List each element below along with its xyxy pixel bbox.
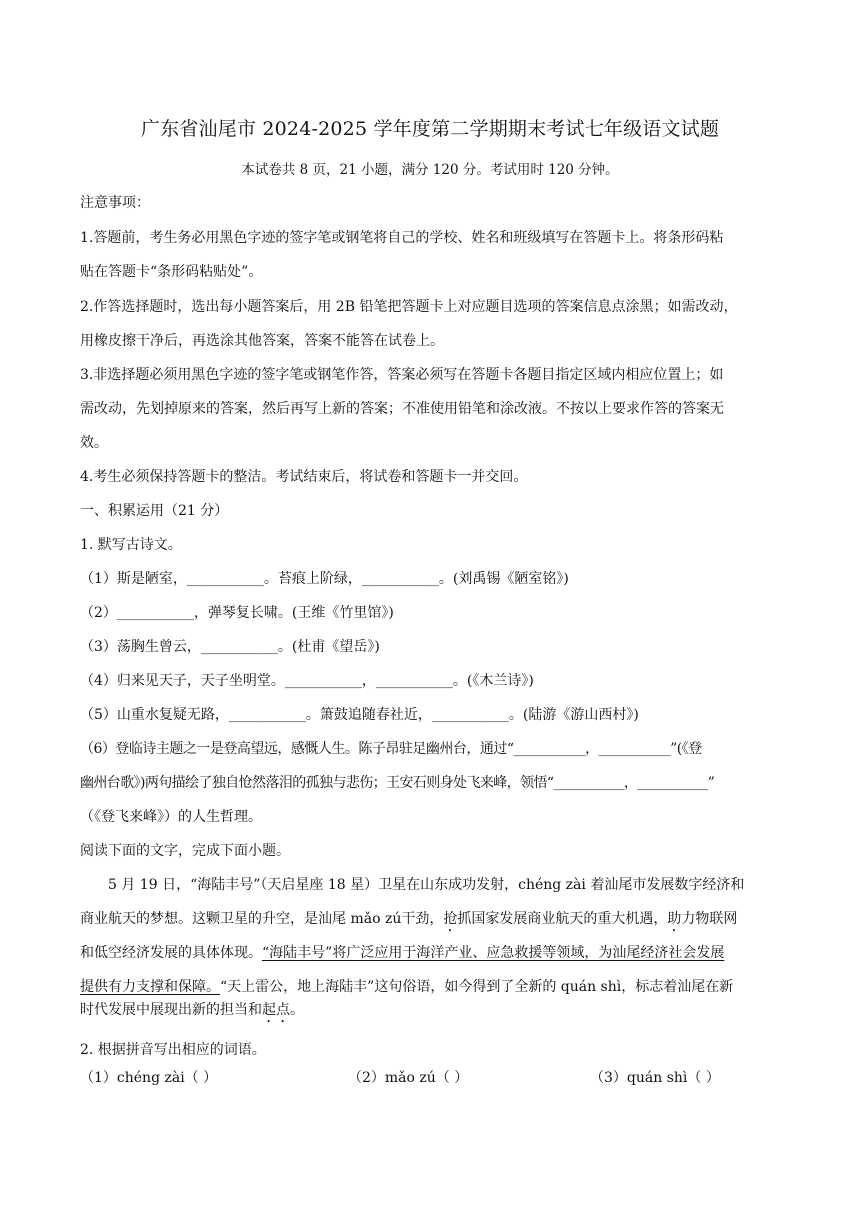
section-heading: 一、积累运用（21 分） xyxy=(80,503,229,519)
question-item: （《登飞来峰》）的人生哲理。 xyxy=(80,809,262,825)
notes-line: 用橡皮擦干净后，再选涂其他答案，答案不能答在试卷上。 xyxy=(80,333,444,349)
notes-line: 贴在答题卡“条形码粘贴处”。 xyxy=(80,264,263,280)
question-item: （1）斯是陋室，___________。苔痕上阶绿，___________。(刘禹锡《陋室铭》) xyxy=(80,571,569,587)
notes-line: 3.非选择题必须用黑色字迹的签字笔或钢笔作答，答案必须写在答题卡各题目指定区域内相应位置上；如 xyxy=(80,367,724,383)
question-item: （2）___________，弹琴复长啸。(王维《竹里馆》) xyxy=(80,605,394,621)
emphasis-mark: 起点 xyxy=(262,1002,290,1018)
reading-intro: 阅读下面的文字，完成下面小题。 xyxy=(80,843,290,859)
passage-line: 和低空经济发展的具体体现。“海陆丰号”将广泛应用于海洋产业、应急救援等领域，为汕尾经济社会发展 xyxy=(80,945,725,961)
question-item: （4）归来见天子，天子坐明堂。___________，___________。(《木兰诗》) xyxy=(80,673,534,689)
notes-line: 4.考生必须保持答题卡的整洁。考试结束后，将试卷和答题卡一并交回。 xyxy=(80,469,528,485)
passage-line: 时代发展中展现出新的担当和起点。 xyxy=(80,1002,304,1018)
underlined-sentence: 提供有力支撑和保障。 xyxy=(80,979,220,995)
question-stem: 1. 默写古诗文。 xyxy=(80,537,182,553)
pinyin-blanks xyxy=(80,1068,780,1088)
notes-line: 2.作答选择题时，选出每小题答案后，用 2B 铅笔把答题卡上对应题目选项的答案信息点涂黑；如需改动， xyxy=(80,299,738,315)
notes-heading: 注意事项： xyxy=(80,195,150,211)
answer-blank[interactable]: （3）quán shì（ ） xyxy=(590,1070,720,1086)
notes-line: 1.答题前，考生务必用黑色字迹的签字笔或钢笔将自己的学校、姓名和班级填写在答题卡上。将条形码粘 xyxy=(80,230,724,246)
emphasis-mark: 助 xyxy=(667,911,682,927)
notes-line: 效。 xyxy=(80,435,108,451)
passage-line: 商业航天的梦想。这颗卫星的升空，是汕尾 mǎo zú干劲，抢抓国家发展商业航天的重大机遇，助力物联网 xyxy=(80,911,738,927)
underlined-sentence: “海陆丰号”将广泛应用于海洋产业、应急救援等领域，为汕尾经济社会发展 xyxy=(262,945,725,961)
page-subtitle: 本试卷共 8 页，21 小题，满分 120 分。考试用时 120 分钟。 xyxy=(241,162,619,178)
page-title: 广东省汕尾市 2024-2025 学年度第二学期期末考试七年级语文试题 xyxy=(140,118,720,140)
emphasis-mark: 抢 xyxy=(443,911,458,927)
question-item: （6）登临诗主题之一是登高望远，感慨人生。陈子昂驻足幽州台，通过“___________，___________”(《登 xyxy=(80,741,702,757)
question-item: （3）荡胸生曾云，___________。(杜甫《望岳》) xyxy=(80,639,380,655)
passage-line: 5 月 19 日，“海陆丰号”（天启星座 18 星）卫星在山东成功发射，chéng zài 着汕尾市发展数字经济和 xyxy=(108,877,745,893)
passage-line: 提供有力支撑和保障。“天上雷公，地上海陆丰”这句俗语，如今得到了全新的 quán shì，标志着汕尾在新 xyxy=(80,979,734,995)
question-stem: 2. 根据拼音写出相应的词语。 xyxy=(80,1042,266,1058)
question-item: 幽州台歌》)两句描绘了独自怆然落泪的孤独与悲伤；王安石则身处飞来峰，领悟“___________，___________” xyxy=(80,775,715,791)
notes-line: 需改动，先划掉原来的答案，然后再写上新的答案；不准使用铅笔和涂改液。不按以上要求作答的答案无 xyxy=(80,401,724,417)
answer-blank[interactable]: （2）mǎo zú（ ） xyxy=(348,1070,469,1086)
answer-blank[interactable]: （1）chéng zài（ ） xyxy=(80,1070,218,1086)
question-item: （5）山重水复疑无路，___________。箫鼓追随春社近，___________。(陆游《游山西村》) xyxy=(80,707,639,723)
